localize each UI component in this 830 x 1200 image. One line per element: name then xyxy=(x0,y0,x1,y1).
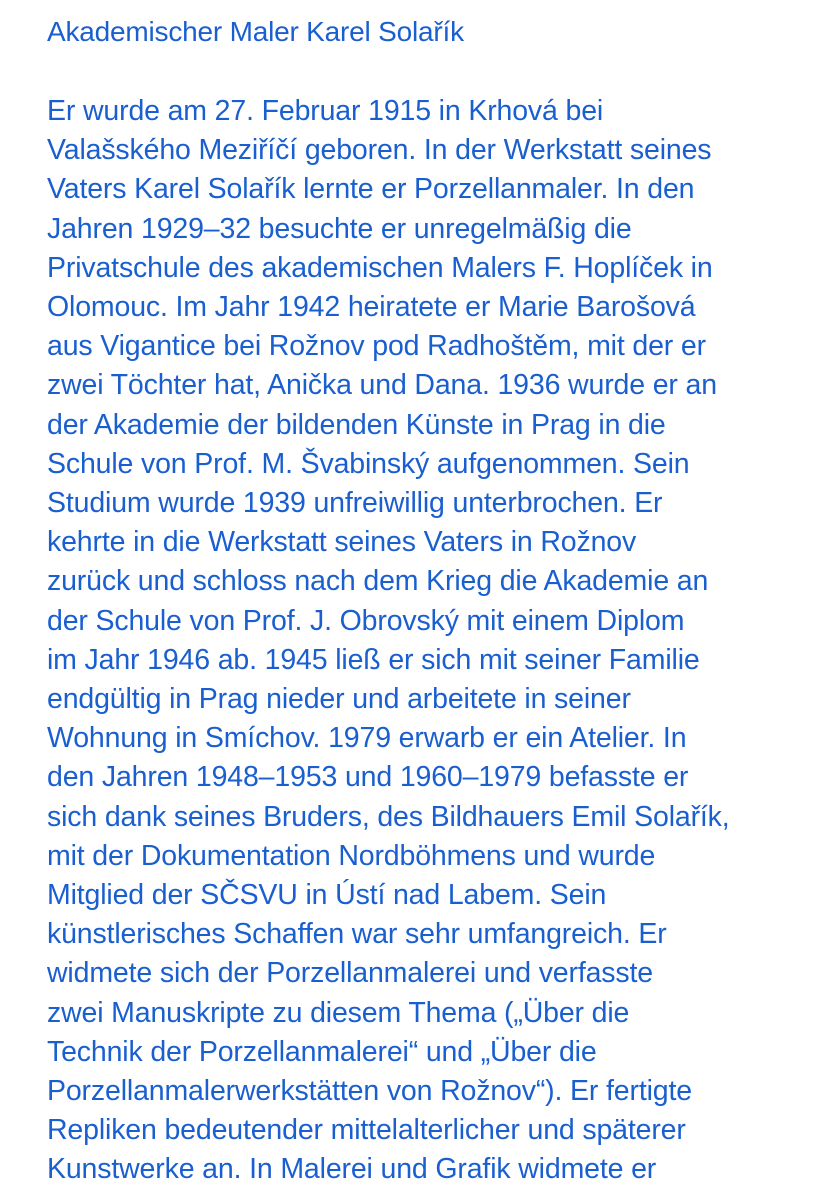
body-line: Mitglied der SČSVU in Ústí nad Labem. Sein xyxy=(47,879,607,912)
body-line: Wohnung in Smíchov. 1979 erwarb er ein Atelier. In xyxy=(47,722,687,755)
body-line: den Jahren 1948–1953 und 1960–1979 befasste er xyxy=(47,761,689,794)
body-line: mit der Dokumentation Nordböhmens und wurde xyxy=(47,839,656,872)
body-line: Olomouc. Im Jahr 1942 heiratete er Marie Barošová xyxy=(47,291,696,324)
body-line: Jahren 1929–32 besuchte er unregelmäßig die xyxy=(47,212,632,245)
body-line: kehrte in die Werkstatt seines Vaters in Rožnov xyxy=(47,526,637,559)
body-line: widmete sich der Porzellanmalerei und verfasste xyxy=(47,957,653,990)
body-line: künstlerisches Schaffen war sehr umfangreich. Er xyxy=(47,918,667,951)
body-line: zwei Töchter hat, Anička und Dana. 1936 wurde er an xyxy=(47,369,717,402)
body-line: der Schule von Prof. J. Obrovský mit einem Diplom xyxy=(47,604,685,637)
body-line: Valašského Meziříčí geboren. In der Werkstatt seines xyxy=(47,134,712,167)
body-line: Repliken bedeutender mittelalterlicher und späterer xyxy=(47,1114,686,1147)
body-line: der Akademie der bildenden Künste in Prag in die xyxy=(47,408,666,441)
body-line: zwei Manuskripte zu diesem Thema („Über die xyxy=(47,996,630,1029)
body-line: Technik der Porzellanmalerei“ und „Über die xyxy=(47,1035,597,1068)
body-line: endgültig in Prag nieder und arbeitete in seiner xyxy=(47,683,631,716)
body-line: im Jahr 1946 ab. 1945 ließ er sich mit seiner Familie xyxy=(47,643,700,676)
body-line: Studium wurde 1939 unfreiwillig unterbrochen. Er xyxy=(47,487,663,520)
document-body xyxy=(47,92,730,1190)
body-line: Schule von Prof. M. Švabinský aufgenommen. Sein xyxy=(47,447,690,480)
body-line: Kunstwerke an. In Malerei und Grafik widmete er xyxy=(47,1153,657,1186)
document-title: Akademischer Maler Karel Solařík xyxy=(47,16,464,47)
body-line: sich dank seines Bruders, des Bildhauers Emil Solařík, xyxy=(47,800,730,833)
body-line: zurück und schloss nach dem Krieg die Akademie an xyxy=(47,565,709,598)
body-line: Er wurde am 27. Februar 1915 in Krhová bei xyxy=(47,95,604,127)
body-line: Porzellanmalerwerkstätten von Rožnov“). Er fertigte xyxy=(47,1075,692,1108)
body-line: Privatschule des akademischen Malers F. Hoplíček in xyxy=(47,251,713,284)
body-line: aus Vigantice bei Rožnov pod Radhoštěm, mit der er xyxy=(47,330,706,363)
body-line: Vaters Karel Solařík lernte er Porzellanmaler. In den xyxy=(47,173,695,206)
